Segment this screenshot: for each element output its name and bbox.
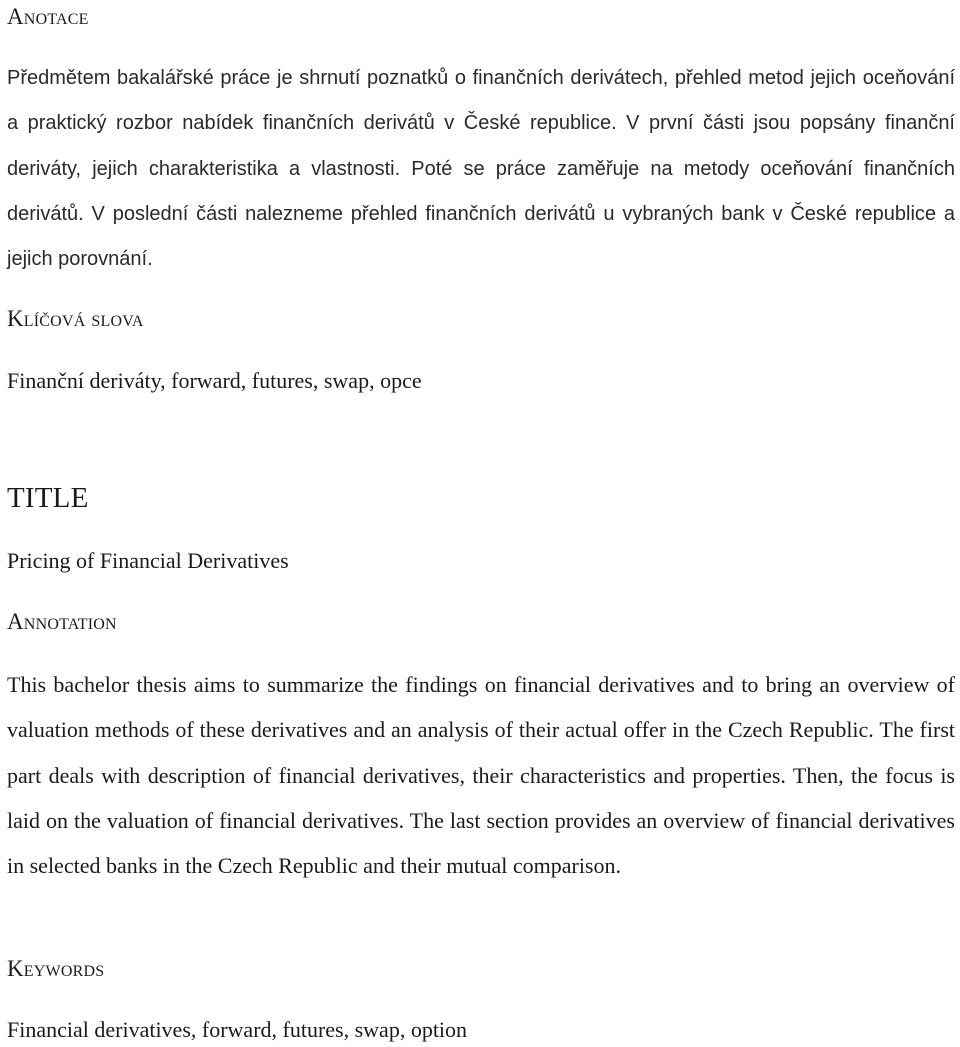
title-heading: TITLE: [7, 482, 89, 514]
annotation-paragraph: This bachelor thesis aims to summarize the findings on financial derivatives and to bring an overview of valuation methods of these derivatives and an analysis of their actual offer in the Czech Republic. The first part deals with description of financial derivatives, their characteristics and properties. Then, the focus is laid on the valuation of financial derivatives. The last section provides an overview of financial derivatives in selected banks in the Czech Republic and their mutual comparison.: [7, 672, 955, 879]
keywords-text: Financial derivatives, forward, futures, swap, option: [7, 1017, 468, 1042]
anotace-heading: Anotace: [7, 4, 89, 29]
annotation-heading: Annotation: [7, 609, 117, 634]
keywords-heading: Keywords: [7, 956, 105, 981]
klicova-slova-text: Finanční deriváty, forward, futures, swap, opce: [7, 368, 422, 393]
klicova-slova-heading: Klíčová slova: [7, 306, 144, 331]
anotace-paragraph: Předmětem bakalářské práce je shrnutí poznatků o finančních derivátech, přehled metod jejich oceňování a praktický rozbor nabídek finančních derivátů v České republice. V první části jsou popsány finanční deriváty, jejich charakteristika a vlastnosti. Poté se práce zaměřuje na metody oceňování finančních derivátů. V poslední části nalezneme přehled finančních derivátů u vybraných bank v České republice a jejich porovnání.: [7, 67, 955, 271]
title-text: Pricing of Financial Derivatives: [7, 548, 289, 573]
